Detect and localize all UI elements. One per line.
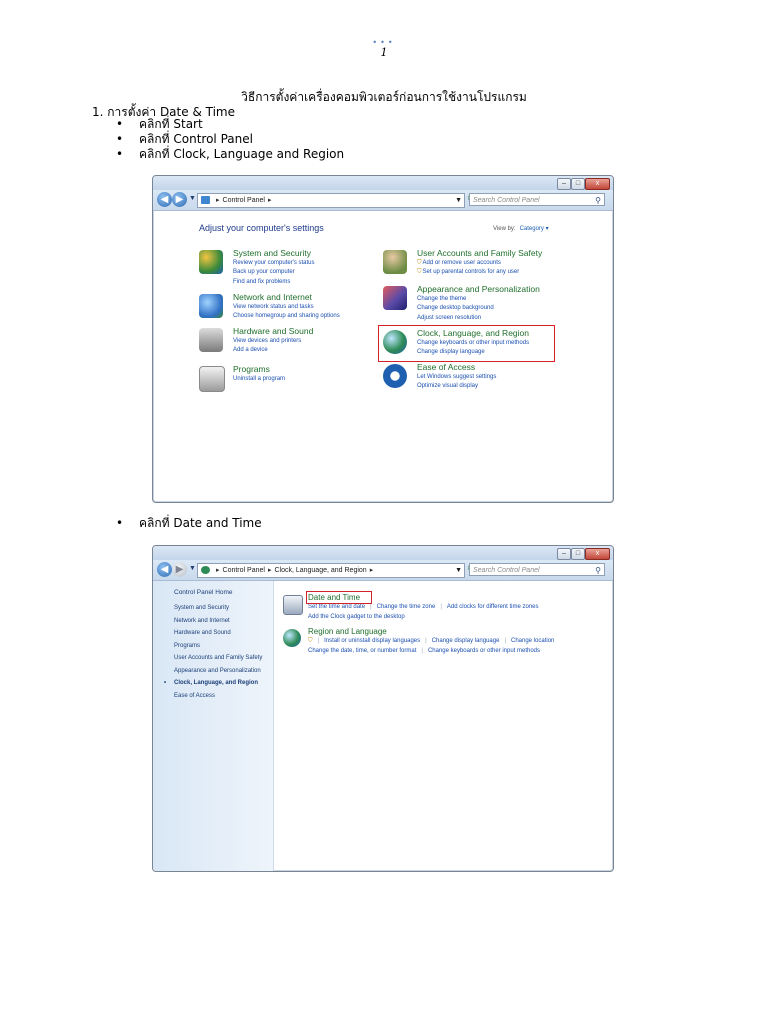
section-links [308, 613, 539, 623]
sidebar-item-clock-language-region[interactable]: • Clock, Language, and Region [174, 680, 269, 688]
forward-arrow-icon[interactable]: ▶ [172, 562, 187, 577]
category-title[interactable]: Network and Internet [233, 292, 312, 302]
search-input[interactable] [469, 193, 605, 206]
globe-icon [283, 629, 301, 647]
close-button[interactable]: x [585, 178, 610, 190]
category-title[interactable]: Programs [233, 364, 270, 374]
category-title[interactable]: Appearance and Personalization [417, 284, 540, 294]
title-bar [153, 176, 613, 190]
category-link[interactable]: Adjust screen resolution [417, 314, 482, 321]
recent-pages-chevron-icon[interactable]: ▼ [189, 195, 196, 202]
accessibility-icon [383, 364, 407, 388]
chevron-down-icon[interactable]: ▼ [455, 197, 462, 204]
category-link[interactable]: Change display language [417, 349, 485, 356]
section-links [308, 603, 539, 613]
section-link[interactable]: | Change keyboards or other input methods [416, 648, 540, 654]
category-title[interactable]: System and Security [233, 248, 311, 258]
appearance-icon [383, 286, 407, 310]
minimize-button[interactable]: – [557, 548, 571, 560]
uac-shield-icon: ⛉ [417, 260, 422, 266]
breadcrumb-chevron-icon: ▸ [369, 567, 374, 574]
minimize-button[interactable]: – [557, 178, 571, 190]
section-links [308, 647, 554, 657]
highlight-box [378, 325, 555, 362]
category-title[interactable]: Ease of Access [417, 362, 476, 372]
category-link[interactable]: View devices and printers [233, 338, 302, 344]
control-panel-window [152, 175, 614, 503]
instruction-list [116, 117, 344, 162]
section-link[interactable]: | Change location [499, 638, 554, 644]
view-by-label: View by: [493, 226, 516, 232]
instruction-item: • คลิกที่ Clock, Language and Region [116, 147, 344, 162]
instruction-item: • คลิกที่ Start [116, 117, 344, 132]
clock-language-region-window [152, 545, 614, 872]
category-link[interactable]: Let Windows suggest settings [417, 374, 497, 380]
breadcrumb-chevron-icon: ▸ [267, 197, 272, 204]
breadcrumb-clock-language-region[interactable]: Clock, Language, and Region [274, 567, 367, 574]
sidebar-item-user-accounts[interactable]: User Accounts and Family Safety [174, 655, 263, 661]
navigation-bar [153, 560, 613, 581]
section-link[interactable]: Change the date, time, or number format [308, 647, 417, 654]
uac-shield-icon: ⛉ [308, 638, 313, 644]
shield-icon [199, 250, 223, 274]
programs-icon [199, 366, 225, 392]
breadcrumb-chevron-icon: ▸ [267, 567, 272, 574]
page-number-mark [364, 38, 404, 60]
settings-heading: Adjust your computer's settings [199, 223, 324, 233]
maximize-button[interactable]: □ [571, 178, 585, 190]
section-title[interactable]: Date and Time [308, 593, 361, 602]
address-bar[interactable] [197, 563, 465, 578]
sidebar-item-appearance[interactable]: Appearance and Personalization [174, 667, 261, 674]
instruction-item: • คลิกที่ Control Panel [116, 132, 344, 147]
printer-icon [199, 328, 223, 352]
instruction-item: • คลิกที่ Date and Time [116, 516, 262, 531]
uac-shield-icon: ⛉ [417, 269, 422, 276]
category-link[interactable]: View network status and tasks [233, 304, 314, 310]
sidebar-item-programs[interactable]: Programs [174, 642, 201, 649]
breadcrumb-chevron-icon: ▸ [216, 567, 220, 574]
breadcrumb-control-panel[interactable]: Control Panel [222, 567, 265, 574]
breadcrumb-chevron-icon: ▸ [216, 197, 220, 204]
chevron-down-icon[interactable]: ▼ [455, 567, 462, 574]
back-arrow-icon[interactable]: ◀ [157, 192, 172, 207]
page-number: 1 [380, 46, 388, 59]
forward-arrow-icon[interactable]: ▶ [172, 192, 187, 207]
category-link[interactable]: Review your computer's status [233, 260, 315, 266]
category-link[interactable]: Change desktop background [417, 305, 494, 312]
clock-region-icon [201, 566, 210, 574]
step-heading: 1. การตั้งค่า Date & Time [92, 105, 235, 119]
category-link[interactable]: Add a device [233, 347, 268, 354]
recent-pages-chevron-icon[interactable]: ▼ [189, 565, 196, 572]
sidebar-item-system-security[interactable]: System and Security [174, 605, 230, 611]
sidebar [153, 581, 274, 871]
decorative-dots: ••• [372, 38, 396, 47]
document-title: วิธีการตั้งค่าเครื่องคอมพิวเตอร์ก่อนการใช้งานโปรแกรม [241, 90, 527, 104]
search-placeholder: Search Control Panel [473, 567, 540, 574]
sidebar-list [174, 605, 269, 705]
sidebar-item-network-internet[interactable]: Network and Internet [174, 617, 230, 624]
category-link[interactable]: Choose homegroup and sharing options [233, 313, 340, 320]
maximize-button[interactable]: □ [571, 548, 585, 560]
category-link[interactable]: Change the theme [417, 296, 467, 302]
close-button[interactable]: x [585, 548, 610, 560]
navigation-bar [153, 190, 613, 211]
sidebar-item-hardware-sound[interactable]: Hardware and Sound [174, 630, 231, 636]
sidebar-home-link[interactable]: Control Panel Home [174, 589, 233, 596]
section-link[interactable]: | Change display language [420, 638, 499, 644]
address-bar[interactable] [197, 193, 465, 208]
search-placeholder: Search Control Panel [473, 197, 540, 204]
section-link[interactable]: | Add clocks for different time zones [435, 604, 538, 610]
calendar-clock-icon [283, 595, 303, 615]
section-link[interactable]: | Change the time zone [365, 604, 435, 610]
section-link[interactable]: Add the Clock gadget to the desktop [308, 613, 405, 620]
control-panel-icon [201, 196, 210, 204]
sidebar-item-ease-of-access[interactable]: Ease of Access [174, 692, 216, 699]
category-link[interactable]: ⛉Add or remove user accounts [417, 260, 501, 266]
category-title[interactable]: Clock, Language, and Region [417, 328, 529, 338]
search-icon[interactable]: ⚲ [595, 566, 601, 575]
search-icon[interactable]: ⚲ [595, 196, 601, 205]
globe-network-icon [199, 294, 223, 318]
users-icon [383, 250, 407, 274]
title-bar [153, 546, 613, 560]
back-arrow-icon[interactable]: ◀ [157, 562, 172, 577]
highlight-box [306, 591, 372, 604]
category-link[interactable]: Uninstall a program [233, 376, 286, 382]
category-link[interactable]: Back up your computer [233, 269, 295, 276]
breadcrumb-control-panel[interactable]: Control Panel [222, 197, 265, 204]
section-links [308, 637, 554, 647]
view-by-dropdown[interactable]: Category ▾ [519, 226, 549, 232]
section-link[interactable]: ⛉| Install or uninstall display languages [308, 638, 420, 644]
search-input[interactable] [469, 563, 605, 576]
category-link[interactable]: Find and fix problems [233, 278, 291, 285]
category-title[interactable]: User Accounts and Family Safety [417, 248, 543, 258]
view-by-control [493, 225, 549, 232]
category-link[interactable]: Change keyboards or other input methods [417, 340, 530, 346]
section-link[interactable]: Set the time and date [308, 604, 366, 610]
section-title[interactable]: Region and Language [308, 627, 387, 636]
category-link[interactable]: ⛉Set up parental controls for any user [417, 269, 520, 276]
category-title[interactable]: Hardware and Sound [233, 326, 314, 336]
category-link[interactable]: Optimize visual display [417, 383, 479, 390]
